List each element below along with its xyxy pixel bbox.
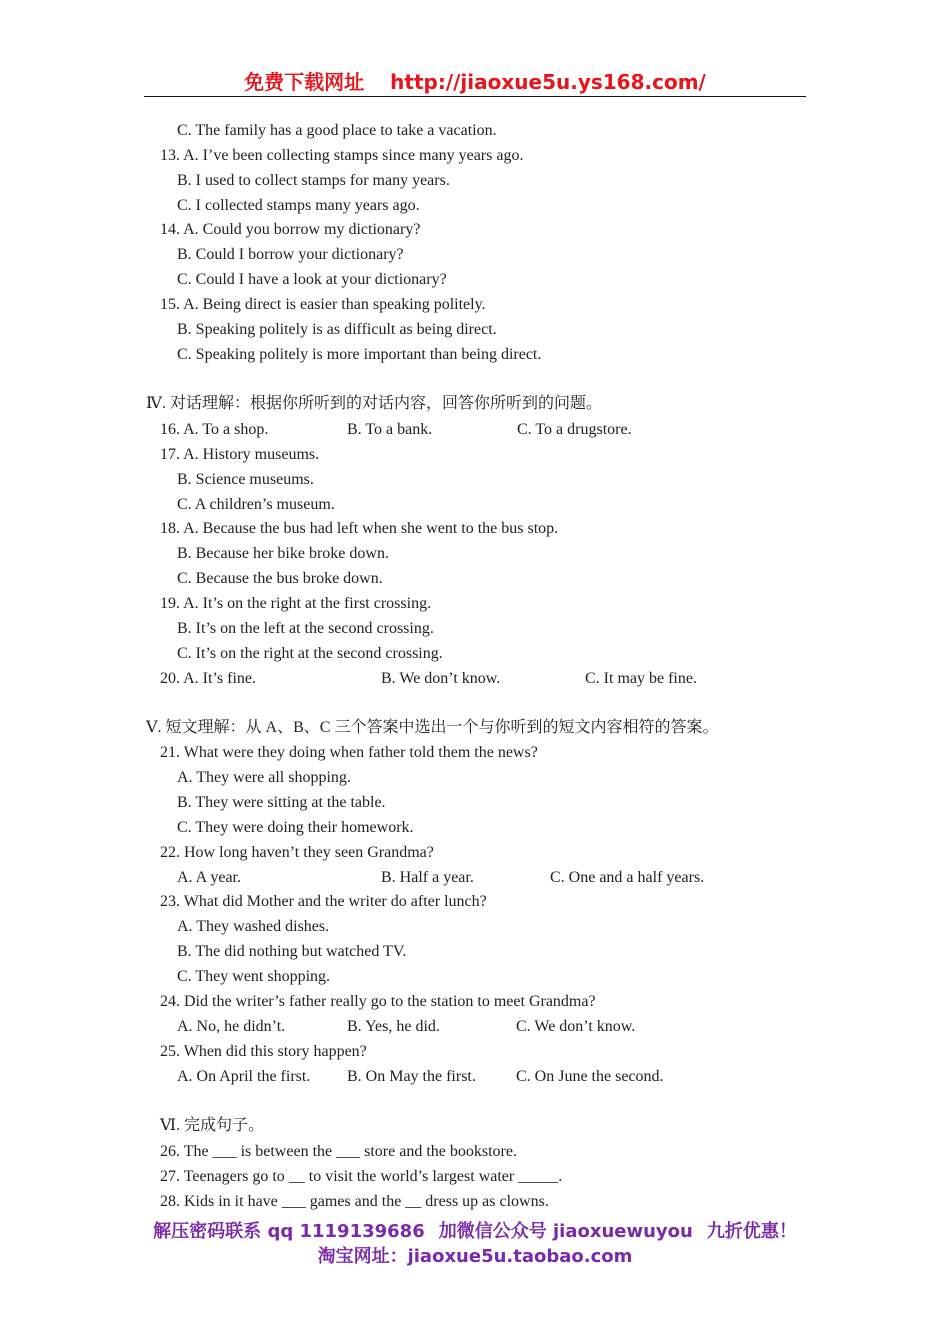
q26-sentence: 26. The ___ is between the ___ store and the bookstore. (160, 1143, 517, 1160)
q25-option-b: B. On May the first. (347, 1068, 476, 1085)
site-label: 免费下载网址 (244, 70, 365, 94)
header-divider (144, 96, 806, 97)
q16-option-c: C. To a drugstore. (517, 421, 632, 438)
q14-option-b: B. Could I borrow your dictionary? (177, 246, 404, 263)
q19-option-c: C. It’s on the right at the second crossing. (177, 645, 443, 662)
q20-option-c: C. It may be fine. (585, 670, 697, 687)
page-header (0, 66, 950, 95)
q14-option-a: 14. A. Could you borrow my dictionary? (160, 221, 421, 238)
q15-option-b: B. Speaking politely is as difficult as being direct. (177, 321, 497, 338)
q25-question: 25. When did this story happen? (160, 1043, 367, 1060)
q18-option-c: C. Because the bus broke down. (177, 570, 383, 587)
q22-option-b: B. Half a year. (381, 869, 474, 886)
q23-option-a: A. They washed dishes. (177, 918, 330, 935)
q25-row (177, 1067, 664, 1087)
q25-option-c: C. On June the second. (516, 1068, 664, 1085)
q24-row (177, 1017, 635, 1037)
section-6-title: Ⅵ. 完成句子。 (160, 1117, 265, 1134)
q25-option-a: A. On April the first. (177, 1068, 311, 1085)
q21-option-b: B. They were sitting at the table. (177, 794, 386, 811)
q22-question: 22. How long haven’t they seen Grandma? (160, 844, 434, 861)
section-5-title: Ⅴ. 短文理解：从 A、B、C 三个答案中选出一个与你听到的短文内容相符的答案。 (146, 719, 719, 736)
q22-option-c: C. One and a half years. (550, 869, 705, 886)
q12-option-c: C. The family has a good place to take a vacation. (177, 122, 497, 139)
footer-contact (0, 1217, 950, 1243)
q20-option-a: 20. A. It’s fine. (160, 670, 256, 687)
q18-option-b: B. Because her bike broke down. (177, 545, 389, 562)
q15-option-c: C. Speaking politely is more important than being direct. (177, 346, 542, 363)
q24-question: 24. Did the writer’s father really go to the station to meet Grandma? (160, 993, 596, 1010)
q15-option-a: 15. A. Being direct is easier than speaking politely. (160, 296, 486, 313)
section-4-title: Ⅳ. 对话理解：根据你所听到的对话内容，回答你所听到的问题。 (146, 395, 602, 412)
q17-option-b: B. Science museums. (177, 471, 314, 488)
q22-row (177, 868, 704, 888)
q21-question: 21. What were they doing when father told them the news? (160, 744, 538, 761)
q16-row (160, 420, 632, 440)
q17-option-c: C. A children’s museum. (177, 496, 335, 513)
q21-option-c: C. They were doing their homework. (177, 819, 414, 836)
q28-sentence: 28. Kids in it have ___ games and the __ dress up as clowns. (160, 1193, 549, 1210)
q23-option-b: B. The did nothing but watched TV. (177, 943, 407, 960)
q22-option-a: A. A year. (177, 869, 241, 886)
q20-row (160, 669, 697, 689)
q16-option-b: B. To a bank. (347, 421, 433, 438)
footer-taobao-link[interactable]: 淘宝网址：jiaoxue5u.taobao.com (317, 1246, 633, 1267)
footer-wechat: 加微信公众号 jiaoxuewuyou (438, 1221, 693, 1242)
q23-option-c: C. They went shopping. (177, 968, 331, 985)
q20-option-b: B. We don’t know. (381, 670, 501, 687)
q23-question: 23. What did Mother and the writer do after lunch? (160, 893, 487, 910)
q14-option-c: C. Could I have a look at your dictionary? (177, 271, 447, 288)
q24-option-a: A. No, he didn’t. (177, 1018, 286, 1035)
q13-option-a: 13. A. I’ve been collecting stamps since many years ago. (160, 147, 524, 164)
footer-discount: 九折优惠！ (706, 1221, 797, 1242)
q17-option-a: 17. A. History museums. (160, 446, 320, 463)
q18-option-a: 18. A. Because the bus had left when she went to the bus stop. (160, 520, 559, 537)
q13-option-c: C. I collected stamps many years ago. (177, 197, 420, 214)
q19-option-b: B. It’s on the left at the second crossing. (177, 620, 434, 637)
q13-option-b: B. I used to collect stamps for many years. (177, 172, 450, 189)
q19-option-a: 19. A. It’s on the right at the first crossing. (160, 595, 432, 612)
q24-option-b: B. Yes, he did. (347, 1018, 440, 1035)
q16-option-a: 16. A. To a shop. (160, 421, 269, 438)
q21-option-a: A. They were all shopping. (177, 769, 351, 786)
q27-sentence: 27. Teenagers go to __ to visit the world’s largest water _____. (160, 1168, 563, 1185)
site-url-link[interactable]: http://jiaoxue5u.ys168.com/ (390, 70, 706, 94)
q24-option-c: C. We don’t know. (516, 1018, 636, 1035)
footer-qq: 解压密码联系 qq 1119139686 (153, 1221, 425, 1242)
